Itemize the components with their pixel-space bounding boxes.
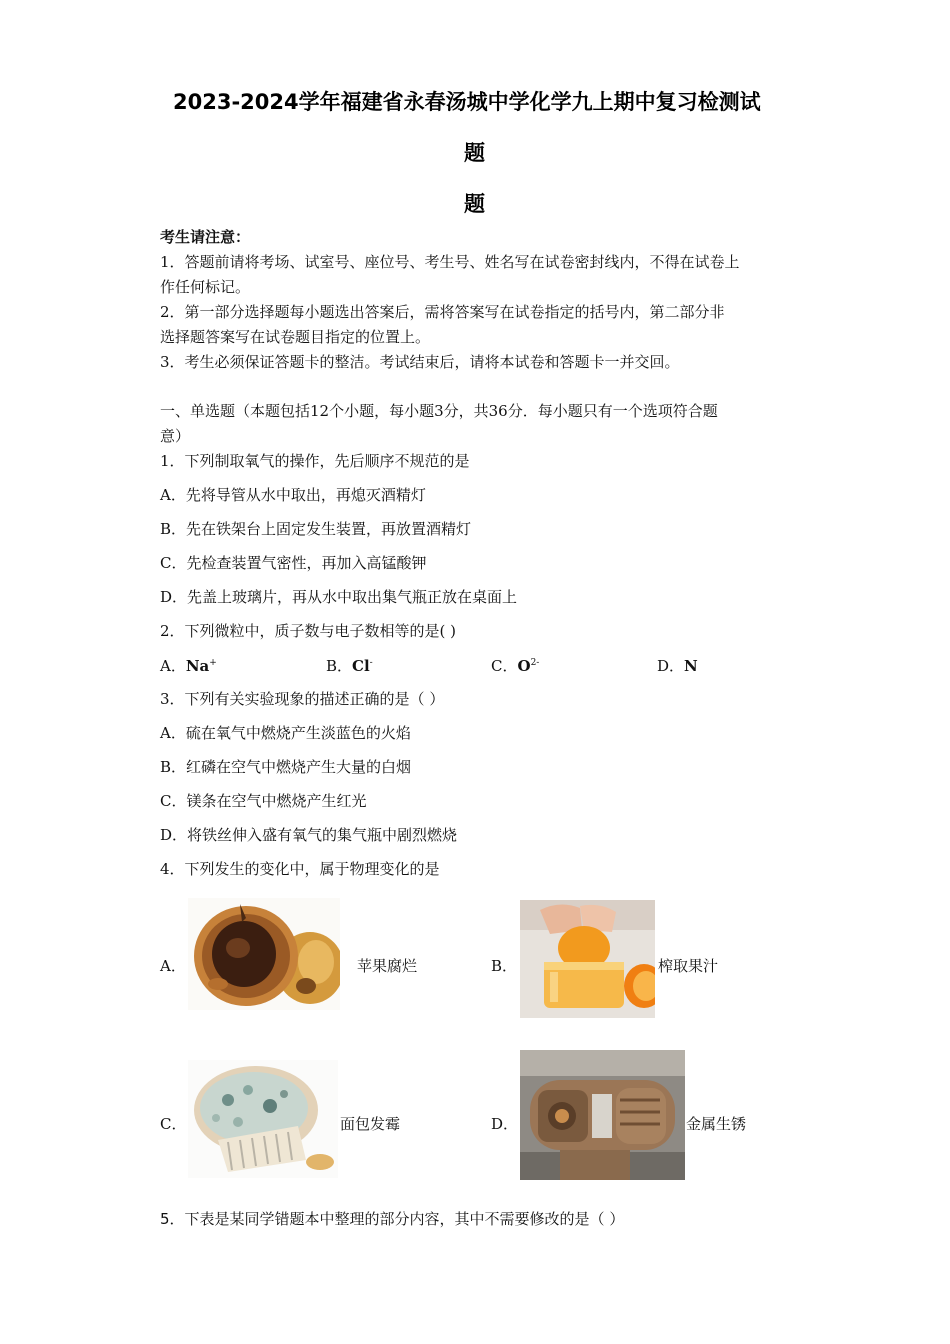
q5-stem — [160, 1208, 624, 1230]
q4-option-c-label: C． — [160, 1115, 187, 1133]
q2-option-d-label: D． — [657, 657, 685, 675]
q2-option-a-label: A． — [160, 657, 186, 675]
q3-option-c: C．镁条在空气中燃烧产生红光 — [160, 792, 367, 810]
q2-option-d-formula: N — [684, 657, 698, 675]
q2-option-c — [491, 655, 539, 676]
q4-option-b-caption: 榨取果汁 — [658, 957, 719, 975]
q3-option-a: A．硫在氧气中燃烧产生淡蓝色的火焰 — [160, 724, 411, 742]
moldy-bread-image — [188, 1060, 338, 1178]
section-heading-cont: 意） — [160, 427, 191, 445]
q4-option-d-caption: 金属生锈 — [686, 1115, 747, 1133]
q2-option-c-label: C． — [491, 657, 518, 675]
q2-option-b-label: B． — [326, 657, 353, 675]
notice-item-1b: 作任何标记。 — [160, 278, 251, 296]
juicing-image — [520, 900, 655, 1018]
q5-number: 5． — [160, 1210, 185, 1228]
notice-item-3: 3．考生必须保证答题卡的整洁。考试结束后，请将本试卷和答题卡一并交回。 — [160, 353, 680, 371]
rusty-metal-image — [520, 1050, 685, 1180]
q4-option-b-label: B． — [491, 957, 518, 975]
q1-option-c: C．先检查装置气密性，再加入高锰酸钾 — [160, 554, 427, 572]
q4-option-a-label: A． — [160, 957, 186, 975]
q2-option-a — [160, 655, 217, 676]
q2-option-b-formula: Cl — [352, 657, 370, 675]
notice-item-2a: 2．第一部分选择题每小题选出答案后，需将答案写在试卷指定的括号内，第二部分非 — [160, 303, 725, 321]
q1-stem: 1．下列制取氧气的操作，先后顺序不规范的是 — [160, 452, 470, 470]
q2-option-c-charge: 2- — [530, 658, 540, 668]
q2-option-a-formula: Na — [185, 657, 210, 675]
q2-stem: 2．下列微粒中，质子数与电子数相等的是( ) — [160, 622, 457, 640]
q2-option-d — [657, 655, 698, 676]
page-title-line-2: 题 — [464, 141, 485, 165]
q1-option-b: B．先在铁架台上固定发生装置，再放置酒精灯 — [160, 520, 472, 538]
q4-stem: 4．下列发生的变化中，属于物理变化的是 — [160, 860, 440, 878]
notice-heading: 考生请注意： — [160, 228, 251, 246]
page-title-line-3: 题 — [464, 192, 485, 216]
q5-stem-text: 下表是某同学错题本中整理的部分内容，其中不需要修改的是（ ） — [184, 1210, 625, 1228]
q2-option-a-charge: + — [209, 658, 217, 668]
q3-option-d: D．将铁丝伸入盛有氧气的集气瓶中剧烈燃烧 — [160, 826, 458, 844]
notice-item-1a: 1．答题前请将考场、试室号、座位号、考生号、姓名写在试卷密封线内，不得在试卷上 — [160, 253, 740, 271]
section-heading: 一、单选题（本题包括12个小题，每小题3分，共36分．每小题只有一个选项符合题 — [160, 402, 718, 420]
q1-option-d: D．先盖上玻璃片，再从水中取出集气瓶正放在桌面上 — [160, 588, 518, 606]
q1-option-a: A．先将导管从水中取出，再熄灭酒精灯 — [160, 486, 426, 504]
q4-option-c-caption: 面包发霉 — [340, 1115, 401, 1133]
q2-option-b — [326, 655, 373, 676]
notice-item-2b: 选择题答案写在试卷题目指定的位置上。 — [160, 328, 431, 346]
q2-option-b-charge: - — [369, 658, 373, 668]
q4-option-a-caption: 苹果腐烂 — [357, 957, 418, 975]
rotten-apple-image — [188, 898, 340, 1010]
page-title-line-1: 2023-2024学年福建省永春汤城中学化学九上期中复习检测试 — [173, 90, 761, 114]
q2-option-c-formula: O — [517, 657, 531, 675]
q3-stem: 3．下列有关实验现象的描述正确的是（ ） — [160, 690, 445, 708]
q3-option-b: B．红磷在空气中燃烧产生大量的白烟 — [160, 758, 412, 776]
q4-option-d-label: D． — [491, 1115, 519, 1133]
